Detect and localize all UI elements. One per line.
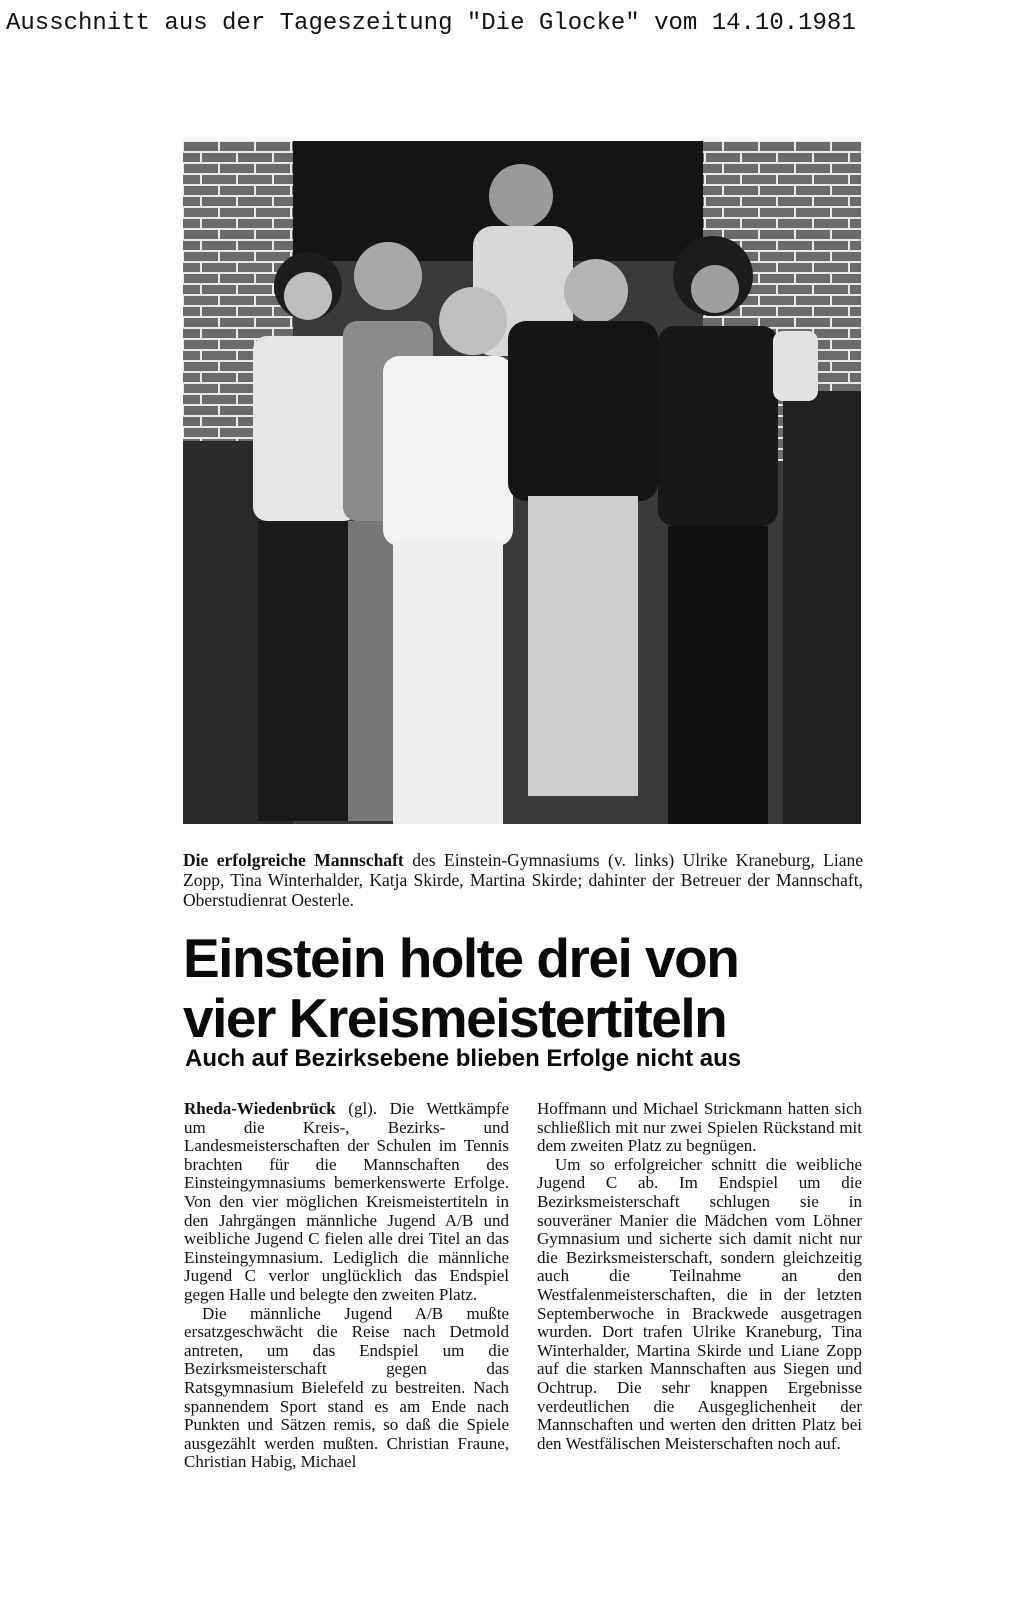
headline-line-1: Einstein holte drei von xyxy=(183,927,739,989)
article-paragraph xyxy=(184,1100,509,1305)
article-paragraph-2: Die männliche Jugend A/B mußte ersatzgeschwächt die Reise nach Detmold antreten, um das Endspiel um die Bezirksmeisterschaft gegen das Ratsgymnasium Bielefeld zu bestreiten. Nach spannendem Sport stand es am Ende nach Punkten und Sätzen remis, so daß die Spiele ausgezählt werden mußten. Christian Fraune, Christian Habig, Michael xyxy=(184,1303,509,1472)
team-photo-icon xyxy=(183,141,861,824)
source-line: Ausschnitt aus der Tageszeitung "Die Glocke" vom 14.10.1981 xyxy=(6,10,856,37)
subheadline: Auch auf Bezirksebene blieben Erfolge nicht aus xyxy=(185,1045,742,1072)
dateline: Rheda-Wiedenbrück xyxy=(184,1099,336,1118)
article-column-left xyxy=(184,1100,509,1472)
headline xyxy=(183,928,883,1048)
article-paragraph-3: Hoffmann und Michael Strickmann hatten sich schließlich mit nur zwei Spielen Rückstand mit dem zweiten Platz zu begnügen. xyxy=(537,1099,862,1156)
paragraph-1-text: (gl). Die Wettkämpfe um die Kreis-, Bezirks- und Landesmeisterschaften der Schulen im Tennis brachten für die Mannschaften des Einsteingymnasiums bemerkenswerte Erfolge. Von den vier möglichen Kreismeistertiteln in den Jahrgängen männliche Jugend A/B und weibliche Jugend C fielen alle drei Titel an das Einsteingymnasium. Lediglich die männliche Jugend C verlor unglücklich das Endspiel gegen Halle und belegte den zweiten Platz. xyxy=(184,1099,509,1304)
article-column-right xyxy=(537,1100,862,1453)
headline-line-2: vier Kreismeistertiteln xyxy=(183,987,727,1049)
caption-text: des Einstein-Gymnasiums (v. links) Ulrike Kraneburg, Liane Zopp, Tina Winterhalder, Katja Skirde, Martina Skirde; dahinter der Betreuer der Mannschaft, Oberstudienrat Oesterle. xyxy=(183,850,863,910)
photo-caption xyxy=(183,850,863,910)
team-photo xyxy=(183,141,861,824)
caption-lead: Die erfolgreiche Mannschaft xyxy=(183,850,404,870)
article-paragraph-4: Um so erfolgreicher schnitt die weibliche Jugend C ab. Im Endspiel um die Bezirksmeisterschaft schlugen sie in souveräner Manier die Mädchen vom Löhner Gymnasium und sicherte sich damit nicht nur die Bezirksmeisterschaft, sondern gleichzeitig auch die Teilnahme an den Westfalenmeisterschaften, die in der letzten Septemberwoche in Brackwede ausgetragen wurden. Dort trafen Ulrike Kraneburg, Tina Winterhalder, Martina Skirde und Liane Zopp auf die starken Mannschaften aus Siegen und Ochtrup. Die sehr knappen Ergebnisse verdeutlichen die Ausgeglichenheit der Mannschaften und werten den dritten Platz bei den Westfälischen Meisterschaften noch auf. xyxy=(537,1154,862,1453)
